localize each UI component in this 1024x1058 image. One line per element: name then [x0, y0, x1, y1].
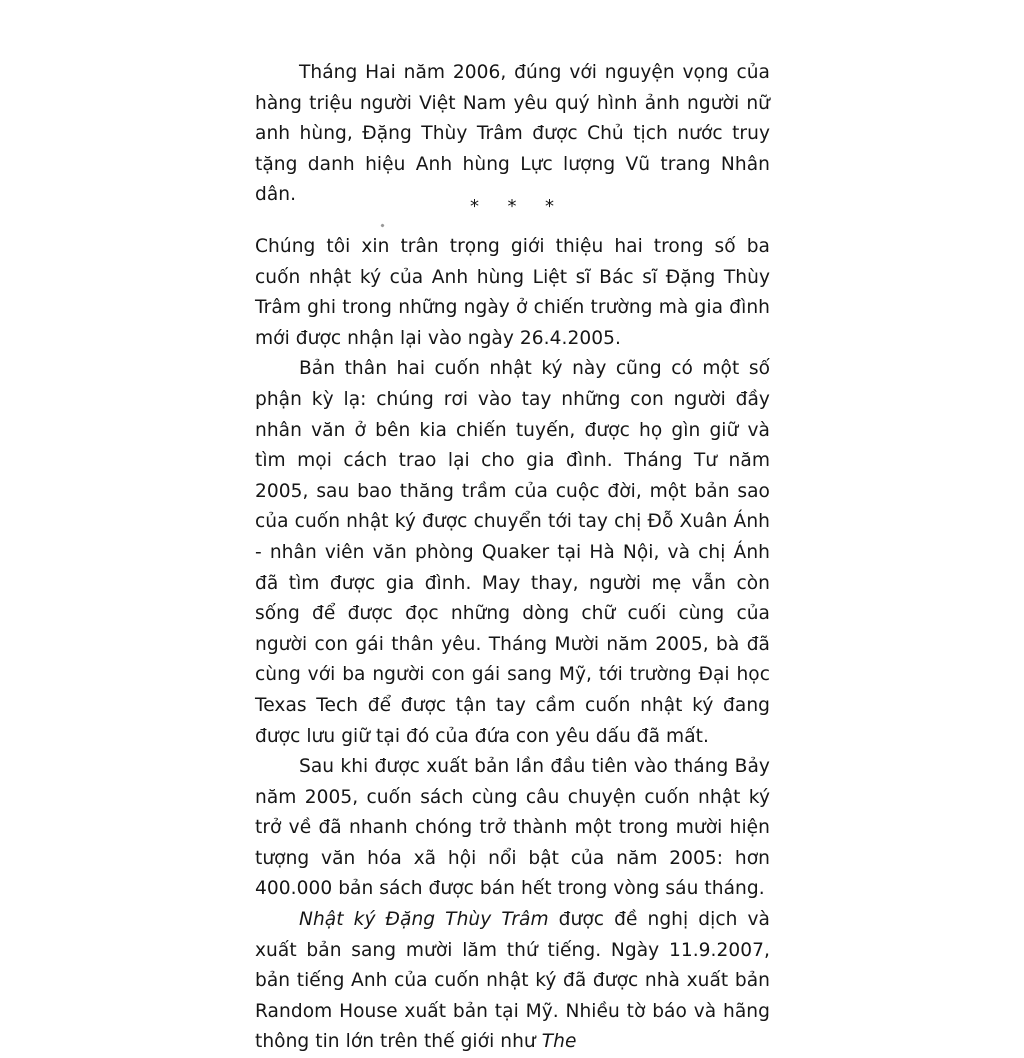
- separator-asterisk: *: [507, 196, 517, 217]
- paragraph-award: Tháng Hai năm 2006, đúng với nguyện vọng của hàng triệu người Việt Nam yêu quý hình ảnh người nữ anh hùng, Đặng Thùy Trâm được Chủ tịch nước truy tặng danh hiệu Anh hùng Lực lượng Vũ trang Nhân dân.: [255, 62, 770, 206]
- trailing-italic-word: The: [541, 1031, 577, 1053]
- separator-asterisk: *: [470, 196, 479, 217]
- ink-speck: [380, 223, 384, 227]
- section-separator: [470, 196, 554, 217]
- paragraph-translation-text: được đề nghị dịch và xuất bản sang mười lăm thứ tiếng. Ngày 11.9.2007, bản tiếng Anh của cuốn nhật ký đã được nhà xuất bản Random House xuất bản tại Mỹ. Nhiều tờ báo và hãng thông tin lớn trên thế giới như: [255, 909, 770, 1053]
- paragraph-diary-fate: Bản thân hai cuốn nhật ký này cũng có một số phận kỳ lạ: chúng rơi vào tay những con người đầy nhân văn ở bên kia chiến tuyến, được họ gìn giữ và tìm mọi cách trao lại cho gia đình. Tháng Tư năm 2005, sau bao thăng trầm của cuộc đời, một bản sao của cuốn nhật ký được chuyển tới tay chị Đỗ Xuân Ánh - nhân viên văn phòng Quaker tại Hà Nội, và chị Ánh đã tìm được gia đình. May thay, người mẹ vẫn còn sống để được đọc những dòng chữ cuối cùng của người con gái thân yêu. Tháng Mười năm 2005, bà đã cùng với ba người con gái sang Mỹ, tới trường Đại học Texas Tech để được tận tay cầm cuốn nhật ký đang được lưu giữ tại đó của đứa con yêu dấu đã mất.: [255, 358, 770, 747]
- main-text-block: [255, 232, 770, 1058]
- book-title-italic: Nhật ký Đặng Thùy Trâm: [299, 909, 549, 931]
- paragraph-introduction: Chúng tôi xin trân trọng giới thiệu hai trong số ba cuốn nhật ký của Anh hùng Liệt sĩ Bác sĩ Đặng Thùy Trâm ghi trong những ngày ở chiến trường mà gia đình mới được nhận lại vào ngày 26.4.2005.: [255, 236, 770, 349]
- top-text-block: [255, 58, 770, 211]
- paragraph-publication: Sau khi được xuất bản lần đầu tiên vào tháng Bảy năm 2005, cuốn sách cùng câu chuyện cuốn nhật ký trở về đã nhanh chóng trở thành một trong mười hiện tượng văn hóa xã hội nổi bật của năm 2005: hơn 400.000 bản sách được bán hết trong vòng sáu tháng.: [255, 756, 770, 900]
- separator-asterisk: *: [545, 196, 554, 217]
- paragraph-translation: [255, 905, 770, 1058]
